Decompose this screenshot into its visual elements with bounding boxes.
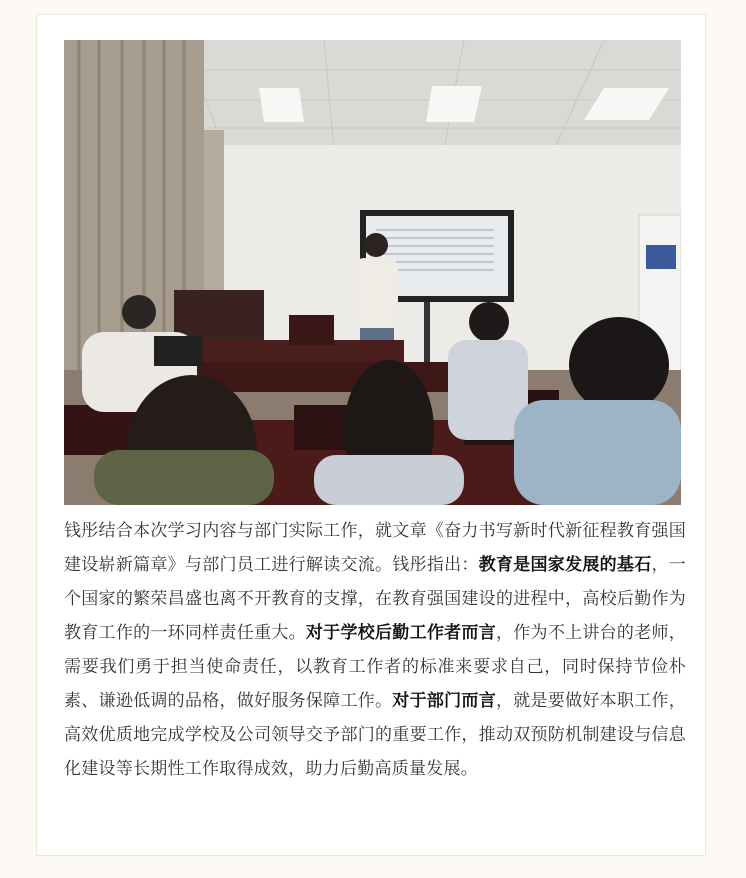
article-bold-segment: 对于学校后勤工作者而言 bbox=[305, 623, 496, 643]
article-text-segment: 钱彤结合本次学习内容与部门实际工作，就文章《奋力书写新时代新征程教育强国建设崭新篇章》与部门员工进行解读交流。钱彤指出： bbox=[64, 521, 686, 575]
article-paragraph bbox=[64, 514, 686, 786]
article-card bbox=[36, 14, 706, 856]
article-bold-segment: 对于部门而言 bbox=[392, 691, 496, 711]
meeting-photo-illustration bbox=[64, 40, 681, 505]
ceiling-light bbox=[426, 86, 482, 122]
presenter bbox=[364, 233, 388, 257]
article-body bbox=[64, 514, 686, 786]
article-text-segment: ，一个国家的繁荣昌盛也离不开教育的支撑，在教育强国建设的进程中，高校后勤作为教育工作的一环同样责任重大。 bbox=[64, 555, 687, 643]
ceiling-light bbox=[259, 88, 304, 122]
article-text-segment: ，作为不上讲台的老师，需要我们勇于担当使命责任，以教育工作者的标准来要求自己，同时保持节俭朴素、谦逊低调的品格，做好服务保障工作。 bbox=[64, 623, 687, 711]
article-text-segment: ，就是要做好本职工作，高效优质地完成学校及公司领导交予部门的重要工作，推动双预防机制建设与信息化建设等长期性工作取得成效，助力后勤高质量发展。 bbox=[64, 691, 687, 779]
meeting-photo bbox=[64, 40, 681, 505]
article-bold-segment: 教育是国家发展的基石 bbox=[478, 555, 652, 575]
